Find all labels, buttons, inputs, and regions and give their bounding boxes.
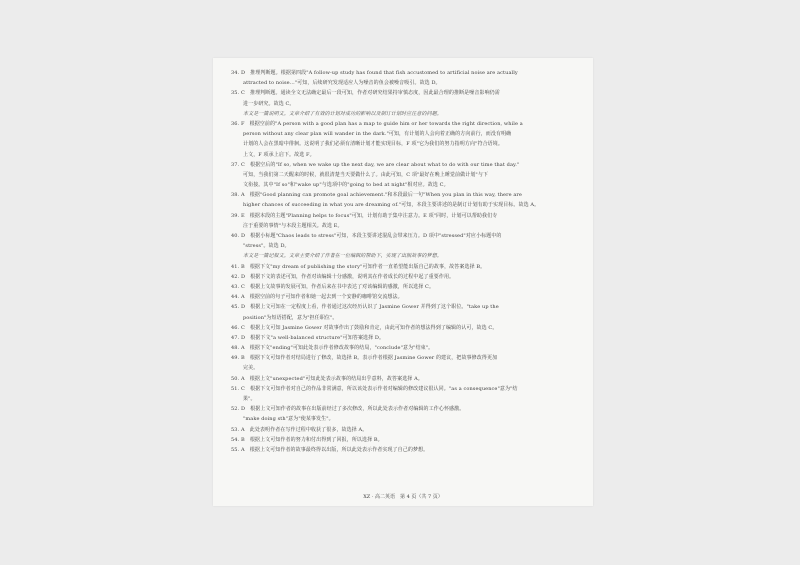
answer-line: 果"。	[243, 396, 256, 402]
answer-line: 45. D 根据上文可知在一定程度上看，作者通过这次经历认识了 Jasmine Gower 并得到了这个职位。"take up the	[231, 304, 499, 311]
answer-line: person without any clear plan will wander in the dark."可知，有计划的人会向着正确的方向前行，而没有明确	[243, 131, 512, 138]
answer-line: 53. A 此处表明作者在写作过程中收获了很多，故选择 A。	[231, 426, 368, 433]
answer-line: 35. C 推理判断题。通读全文无法确定最后一段可知，作者对研究结果持审慎态度，因此最合理的推断是噪音影响仍需	[231, 90, 500, 97]
answer-line: position"为短语搭配，意为"担任职位"。	[243, 314, 338, 321]
page-footer: XZ · 高二英语 第 4 页（共 7 页）	[363, 494, 443, 500]
answer-line: 40. D 根据小标题"Chaos leads to stress"可知，本段主要讲述混乱会带来压力。D 项中"stressed"对应小标题中的	[231, 233, 502, 239]
answer-line: 44. A 根据空前的句子可知作者和她一起去到一个安静的咖啡馆交流想法。	[231, 294, 403, 301]
answer-line: 计划的人会在黑暗中徘徊。这说明了我们必须有清晰计划才能实现目标，F 项"它为我们的努力指明方向"符合语境。	[243, 141, 503, 148]
answer-line: 38. A 根据"Good planning can promote goal achievement."和本段最后一句"When you plan in this way, there are	[231, 192, 522, 199]
answer-line: 34. D 推理判断题。根据第四段"A follow-up study has found that fish accustomed to artificial noise are actually	[231, 70, 518, 76]
answer-line: 43. C 根据上文故事的发展可知，作者后来在书中表达了对该编辑的感激，所以选择 C。	[231, 283, 435, 290]
answer-line: 39. E 根据本段的主题"Planning helps to focus"可知，计划有助于集中注意力。E 项"同时，计划可以帮助我们专	[231, 212, 498, 219]
answer-line: 55. A 根据上文可知作者的故事最终得以出版，所以此处表示作者实现了自己的梦想。	[231, 446, 429, 453]
answer-line: 37. C 根据空后的"If so, when we wake up the next day, we are clear about what to do with our time that day."	[231, 161, 520, 168]
answer-key-body	[231, 68, 579, 455]
answer-line: 36. F 根据空前的"A person with a good plan has a map to guide him or her towards the right direction, while a	[231, 120, 523, 127]
answer-line: 文衔接。其中"If so"和"wake up"与选项中的"going to bed at night"相对应。故选 C。	[243, 182, 449, 189]
answer-line: 上文，F 项承上启下。故选 F。	[243, 151, 315, 158]
document-page	[213, 58, 593, 506]
answer-line: "stress"。故选 D。	[243, 243, 290, 250]
answer-line: 41. B 根据下文"my dream of publishing the story"可知作者一直希望能出版自己的故事，故答案选择 B。	[231, 263, 486, 270]
answer-line: 46. C 根据上文可知 Jasmine Gower 对故事作出了鼓励和肯定，由此可知作者的想法得到了编辑的认可，故选 C。	[231, 324, 498, 331]
passage-summary-line: 本文是一篇说明文。文章介绍了有效的计划对成功的影响以及制订计划时应注意的问题。	[243, 110, 442, 117]
answer-line: 51. C 根据下文可知作者对自己的作品非常满意，所以该处表示作者对编辑的修改建议很认同。"as a consequence"意为"结	[231, 385, 518, 392]
answer-line: 48. A 根据下文"ending"可知此处表示作者修改故事的结局，"conclude"意为"结束"。	[231, 345, 434, 352]
answer-line: 注于重要的事情"与本段主题相关。故选 E。	[243, 222, 343, 229]
answer-line: 47. D 根据下文"a well-balanced structure"可知答案选择 D。	[231, 334, 385, 341]
answer-line: 50. A 根据上文"unexpected"可知此处表示故事的结局出乎意料，故答案选择 A。	[231, 375, 423, 382]
answer-line: 54. B 根据上文可知作者的努力和付出得到了回报，所以选择 B。	[231, 436, 383, 443]
answer-line: 可知，当我们第二天醒来的时候，就很清楚当天要做什么了。由此可知，C 项"最好在晚上睡觉前做计划"与下	[243, 171, 489, 178]
answer-line: 52. D 根据上文可知作者的故事在出版前经过了多次修改，所以此处表示作者对编辑的工作心怀感激。	[231, 406, 465, 413]
answer-line: 进一步研究。故选 C。	[243, 100, 295, 107]
passage-summary-line: 本文是一篇记叙文。文章主要介绍了作者在一位编辑的帮助下，实现了出版故事的梦想。	[243, 253, 442, 260]
answer-line: higher chances of succeeding in what you are dreaming of."可知，本段主要讲述的是制订计划有助于实现目标。故选 A。	[243, 202, 540, 209]
answer-line: attracted to noise..."可知，后续研究发现适应人为噪音的鱼会被噪音吸引。故选 D。	[243, 80, 441, 87]
answer-line: 42. D 根据下文的表述可知，作者对该编辑十分感激，说明其在作者成长的过程中起了重要作用。	[231, 273, 455, 280]
answer-line: 完美。	[243, 365, 259, 372]
answer-line: 49. B 根据下文可知作者对结局进行了修改，故选择 B。表示作者根据 Jasmine Gower 的建议，把故事修改得更加	[231, 355, 498, 362]
answer-line: "make doing sth"意为"使某事发生"。	[243, 416, 334, 423]
